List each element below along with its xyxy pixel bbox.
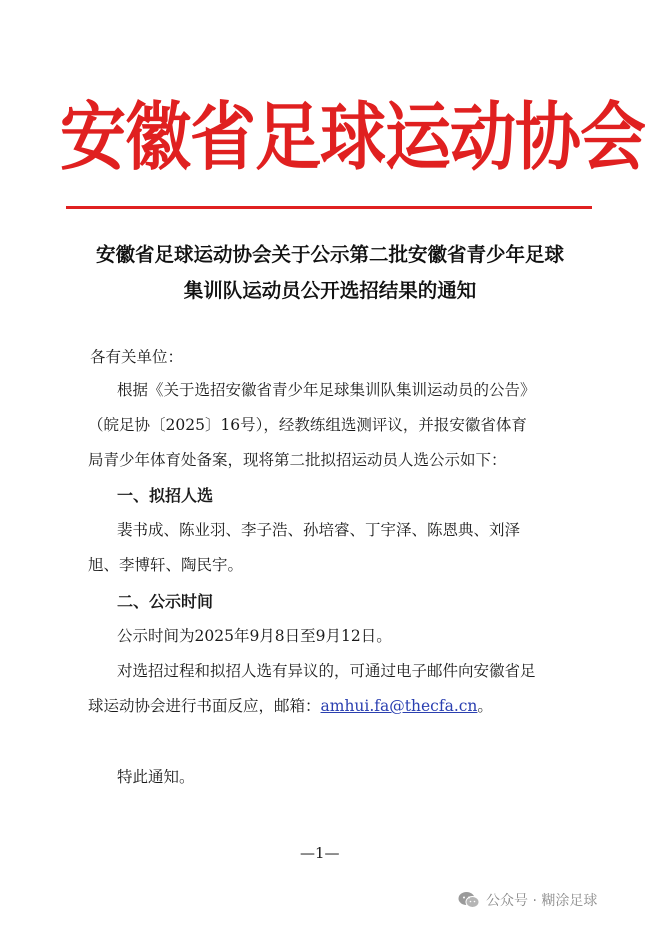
document-title-line-1: 安徽省足球运动协会关于公示第二批安徽省青少年足球	[95, 243, 564, 266]
section-heading-time: 二、公示时间	[117, 592, 214, 611]
objection-end: 。	[477, 697, 493, 715]
objection-line-1: 对选招过程和拟招人选有异议的，可通过电子邮件向安徽省足	[117, 662, 536, 680]
page-number: —1—	[300, 844, 340, 862]
candidates-line-2: 旭、李博轩、陶民宇。	[88, 556, 244, 574]
objection-line-2	[88, 694, 493, 716]
document-title-line-2: 集训队运动员公开选招结果的通知	[183, 279, 477, 302]
header-divider	[66, 206, 592, 209]
objection-text: 球运动协会进行书面反应，邮箱：	[88, 697, 321, 715]
organization-header: 安徽省足球运动协会	[60, 94, 645, 181]
candidates-line-1: 裴书成、陈业羽、李子浩、孙培睿、丁宇泽、陈恩典、刘泽	[117, 521, 521, 539]
closing-remark: 特此通知。	[117, 768, 195, 786]
section-heading-candidates: 一、拟招人选	[117, 486, 214, 505]
wechat-icon	[458, 891, 480, 909]
watermark-text: 公众号 · 糊涂足球	[486, 893, 598, 909]
publicity-period: 公示时间为2025年9月8日至9月12日。	[117, 627, 392, 645]
email-link[interactable]: amhui.fa@thecfa.cn	[320, 697, 478, 715]
wechat-watermark	[458, 888, 643, 912]
salutation: 各有关单位：	[90, 348, 184, 366]
paragraph-1-line-2: （皖足协〔2025〕16号），经教练组选测评议，并报安徽省体育	[88, 416, 527, 434]
paragraph-1-line-1: 根据《关于选招安徽省青少年足球集训队集训运动员的公告》	[117, 381, 536, 399]
paragraph-1-line-3: 局青少年体育处备案，现将第二批拟招运动员人选公示如下：	[88, 451, 507, 469]
